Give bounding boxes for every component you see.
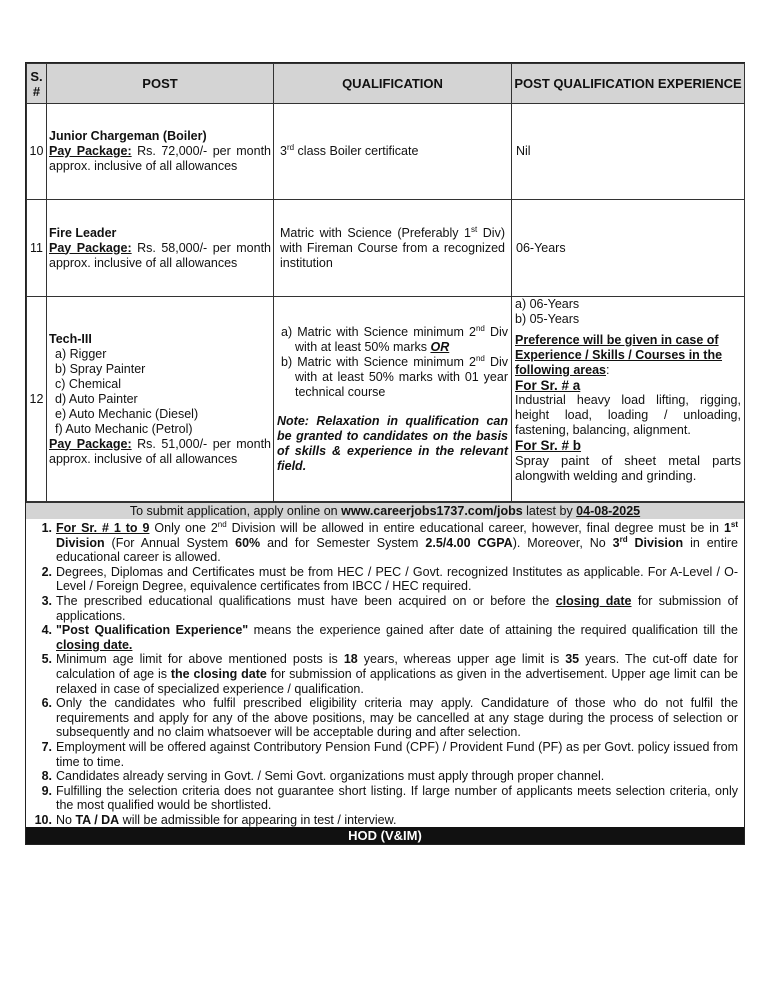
note-part: for submission of applications.	[56, 593, 738, 623]
note-bold: Division	[56, 535, 105, 550]
qualification-cell	[274, 104, 512, 200]
list-item: a) Rigger	[55, 346, 107, 361]
qualification-note: Note: Relaxation in qualification can be granted to candidates on the basis of skills & experience in the relevant field.	[277, 413, 508, 473]
qualification-cell	[274, 297, 512, 502]
note-part: Minimum age limit for above mentioned posts is	[56, 652, 344, 667]
deadline-date: 04-08-2025	[576, 504, 641, 518]
note-bold: 3	[612, 535, 620, 550]
note-item	[32, 769, 738, 784]
note-part: Only one 2	[149, 521, 218, 535]
list-item	[277, 325, 508, 355]
note-item	[32, 565, 738, 594]
table-row	[27, 104, 745, 200]
posts-table	[26, 63, 745, 502]
note-number: 1.	[41, 521, 52, 535]
note-number: 3.	[41, 593, 52, 608]
note-part: and for Semester System	[260, 535, 426, 550]
pay-text: Rs. 72,000/- per month approx. inclusive of all allowances	[49, 144, 271, 173]
note-bold: closing date.	[56, 637, 133, 652]
note-part: The prescribed educational qualifications must have been acquired on or before the	[56, 593, 556, 608]
note-text: Degrees, Diplomas and Certificates must be from HEC / PEC / Govt. recognized Institutes as applicable. For A-Level / O-Level / Foreign Degree, equivalence certificates from IBCC / HEC required.	[56, 564, 738, 594]
note-number: 8.	[41, 769, 52, 784]
submit-text: To submit application, apply online on	[129, 504, 342, 518]
note-part: means the experience gained after date of attaining the required qualification till the	[248, 623, 738, 638]
note-part: years. The cut-off date for calculation of age is	[56, 652, 738, 681]
note-number: 7.	[41, 739, 52, 754]
post-title: Tech-III	[49, 331, 92, 346]
qual-sup: nd	[475, 323, 485, 333]
list-item: f) Auto Mechanic (Petrol)	[55, 421, 193, 436]
qualification-cell	[274, 200, 512, 297]
pay-label: Pay Package:	[49, 436, 132, 451]
note-text	[56, 813, 738, 828]
note-text: Candidates already serving in Govt. / Semi Govt. organizations must apply through proper channel.	[56, 769, 605, 784]
note-text	[56, 521, 738, 565]
exp-b: b) 05-Years	[515, 312, 580, 326]
note-item	[32, 740, 738, 769]
note-sup: nd	[217, 519, 227, 529]
table-header-row	[27, 64, 745, 104]
list-item: e) Auto Mechanic (Diesel)	[55, 406, 199, 421]
qual-text: Matric with Science (Preferably 1	[280, 225, 471, 240]
colon: :	[606, 363, 610, 377]
note-part: Division will be allowed in entire educational career, however, final degree must be in	[226, 521, 724, 535]
note-item	[32, 813, 738, 828]
qual-text: 3	[280, 144, 287, 158]
note-item	[32, 521, 738, 565]
or-label: OR	[430, 339, 450, 354]
pay-text: Rs. 58,000/- per month approx. inclusive of all allowances	[49, 240, 271, 270]
note-bold: 1	[723, 521, 731, 535]
note-number: 6.	[41, 696, 52, 711]
qual-sup: nd	[475, 353, 485, 363]
pay-text: Rs. 51,000/- per month approx. inclusive of all allowances	[49, 436, 271, 466]
header-experience: POST QUALIFICATION EXPERIENCE	[512, 64, 745, 104]
list-item: c) Chemical	[55, 376, 121, 391]
qual-text: Div with at least 50% marks	[295, 324, 509, 354]
note-bold: TA / DA	[75, 812, 120, 827]
row-sn: 12	[27, 297, 47, 502]
apply-link[interactable]: www.careerjobs1737.com/jobs	[341, 504, 523, 518]
note-text: Only the candidates who fulfil prescribed eligibility criteria may apply. Candidature of those who do not fulfil the requirements and apply for any of the above positions, may be cancelled at any stage during the process of selection or subsequently and no claim whatsoever will be acceptable during and after selection.	[56, 696, 738, 740]
note-number: 4.	[41, 623, 52, 638]
note-item	[32, 623, 738, 652]
note-number: 9.	[41, 783, 52, 798]
note-bold: closing date	[555, 593, 632, 608]
qual-text: b) Matric with Science minimum 2	[281, 354, 476, 369]
list-item: b) Spray Painter	[55, 361, 146, 376]
experience-cell: 06-Years	[512, 200, 745, 297]
trade-list	[49, 347, 271, 437]
qual-sup: rd	[286, 142, 295, 152]
sr-a-heading: For Sr. # a	[515, 378, 581, 393]
qualification-list	[277, 325, 508, 400]
submit-text: latest by	[522, 504, 577, 518]
note-part: years, whereas upper age limit is	[357, 652, 566, 667]
note-bold: 35	[565, 652, 580, 667]
row-sn: 11	[27, 200, 47, 297]
table-row	[27, 297, 745, 502]
note-item	[32, 594, 738, 623]
note-sup: rd	[619, 534, 628, 544]
post-cell	[47, 200, 274, 297]
note-bold: 18	[343, 652, 358, 667]
note-bold: For Sr. # 1 to 9	[56, 521, 150, 535]
note-bold: Division	[627, 535, 684, 550]
note-part: ). Moreover, No	[512, 535, 613, 550]
qual-text: Div with at least 50% marks with 01 year technical course	[295, 354, 509, 399]
job-advertisement	[25, 62, 745, 845]
list-item: d) Auto Painter	[55, 391, 138, 406]
post-title: Fire Leader	[49, 225, 117, 240]
table-row	[27, 200, 745, 297]
header-sn: S. #	[27, 64, 47, 104]
pay-label: Pay Package:	[49, 144, 132, 158]
sr-b-heading: For Sr. # b	[515, 438, 582, 453]
pay-label: Pay Package:	[49, 240, 132, 255]
note-text	[56, 594, 738, 623]
submit-instructions	[26, 502, 744, 519]
qual-text: Div) with Fireman Course from a recognized institution	[280, 225, 505, 270]
sr-b-text: Spray paint of sheet metal parts alongwith welding and grinding.	[515, 453, 741, 483]
post-cell	[47, 104, 274, 200]
note-bold: the closing date	[170, 666, 267, 681]
note-part: in entire educational career is allowed.	[56, 535, 738, 565]
notes-list	[26, 519, 744, 827]
note-bold: 60%	[235, 535, 261, 550]
qual-text: a) Matric with Science minimum 2	[281, 324, 476, 339]
note-part: for submission of applications as given in the advertisement. Upper age limit can be relaxed in case of specialized experience / qualification.	[56, 666, 738, 696]
row-sn: 10	[27, 104, 47, 200]
note-text: Fulfilling the selection criteria does not guarantee short listing. If large number of applicants meets selection criteria, only the most qualified would be shortlisted.	[56, 783, 738, 813]
note-text	[56, 623, 738, 652]
note-number: 2.	[41, 564, 52, 579]
experience-cell	[512, 297, 745, 502]
sr-a-text: Industrial heavy load lifting, rigging, height load, loading / unloading, fastening, balancing, alignment.	[515, 393, 741, 437]
qual-sup: st	[471, 224, 478, 234]
note-part: (For Annual System	[104, 535, 236, 550]
post-cell	[47, 297, 274, 502]
note-part: No	[56, 812, 76, 827]
experience-cell: Nil	[512, 104, 745, 200]
list-item	[277, 355, 508, 400]
note-text	[56, 652, 738, 696]
note-item	[32, 696, 738, 740]
post-title: Junior Chargeman (Boiler)	[49, 129, 207, 143]
note-text: Employment will be offered against Contributory Pension Fund (CPF) / Provident Fund (PF) as per Govt. policy issued from time to time.	[56, 739, 738, 769]
exp-a: a) 06-Years	[515, 297, 580, 311]
note-bold: 2.5/4.00 CGPA	[425, 535, 513, 550]
note-part: will be admissible for appearing in test / interview.	[119, 812, 397, 827]
header-qualification: QUALIFICATION	[274, 64, 512, 104]
header-post: POST	[47, 64, 274, 104]
note-sup: st	[730, 519, 739, 529]
note-number: 5.	[41, 652, 52, 667]
note-item	[32, 652, 738, 696]
note-item	[32, 784, 738, 813]
preference-heading: Preference will be given in case of Experience / Skills / Courses in the following areas	[515, 333, 723, 377]
signature-footer: HOD (V&IM)	[26, 827, 744, 844]
note-number: 10.	[34, 812, 52, 827]
note-bold: "Post Qualification Experience"	[56, 623, 249, 638]
qual-text: class Boiler certificate	[294, 144, 419, 158]
